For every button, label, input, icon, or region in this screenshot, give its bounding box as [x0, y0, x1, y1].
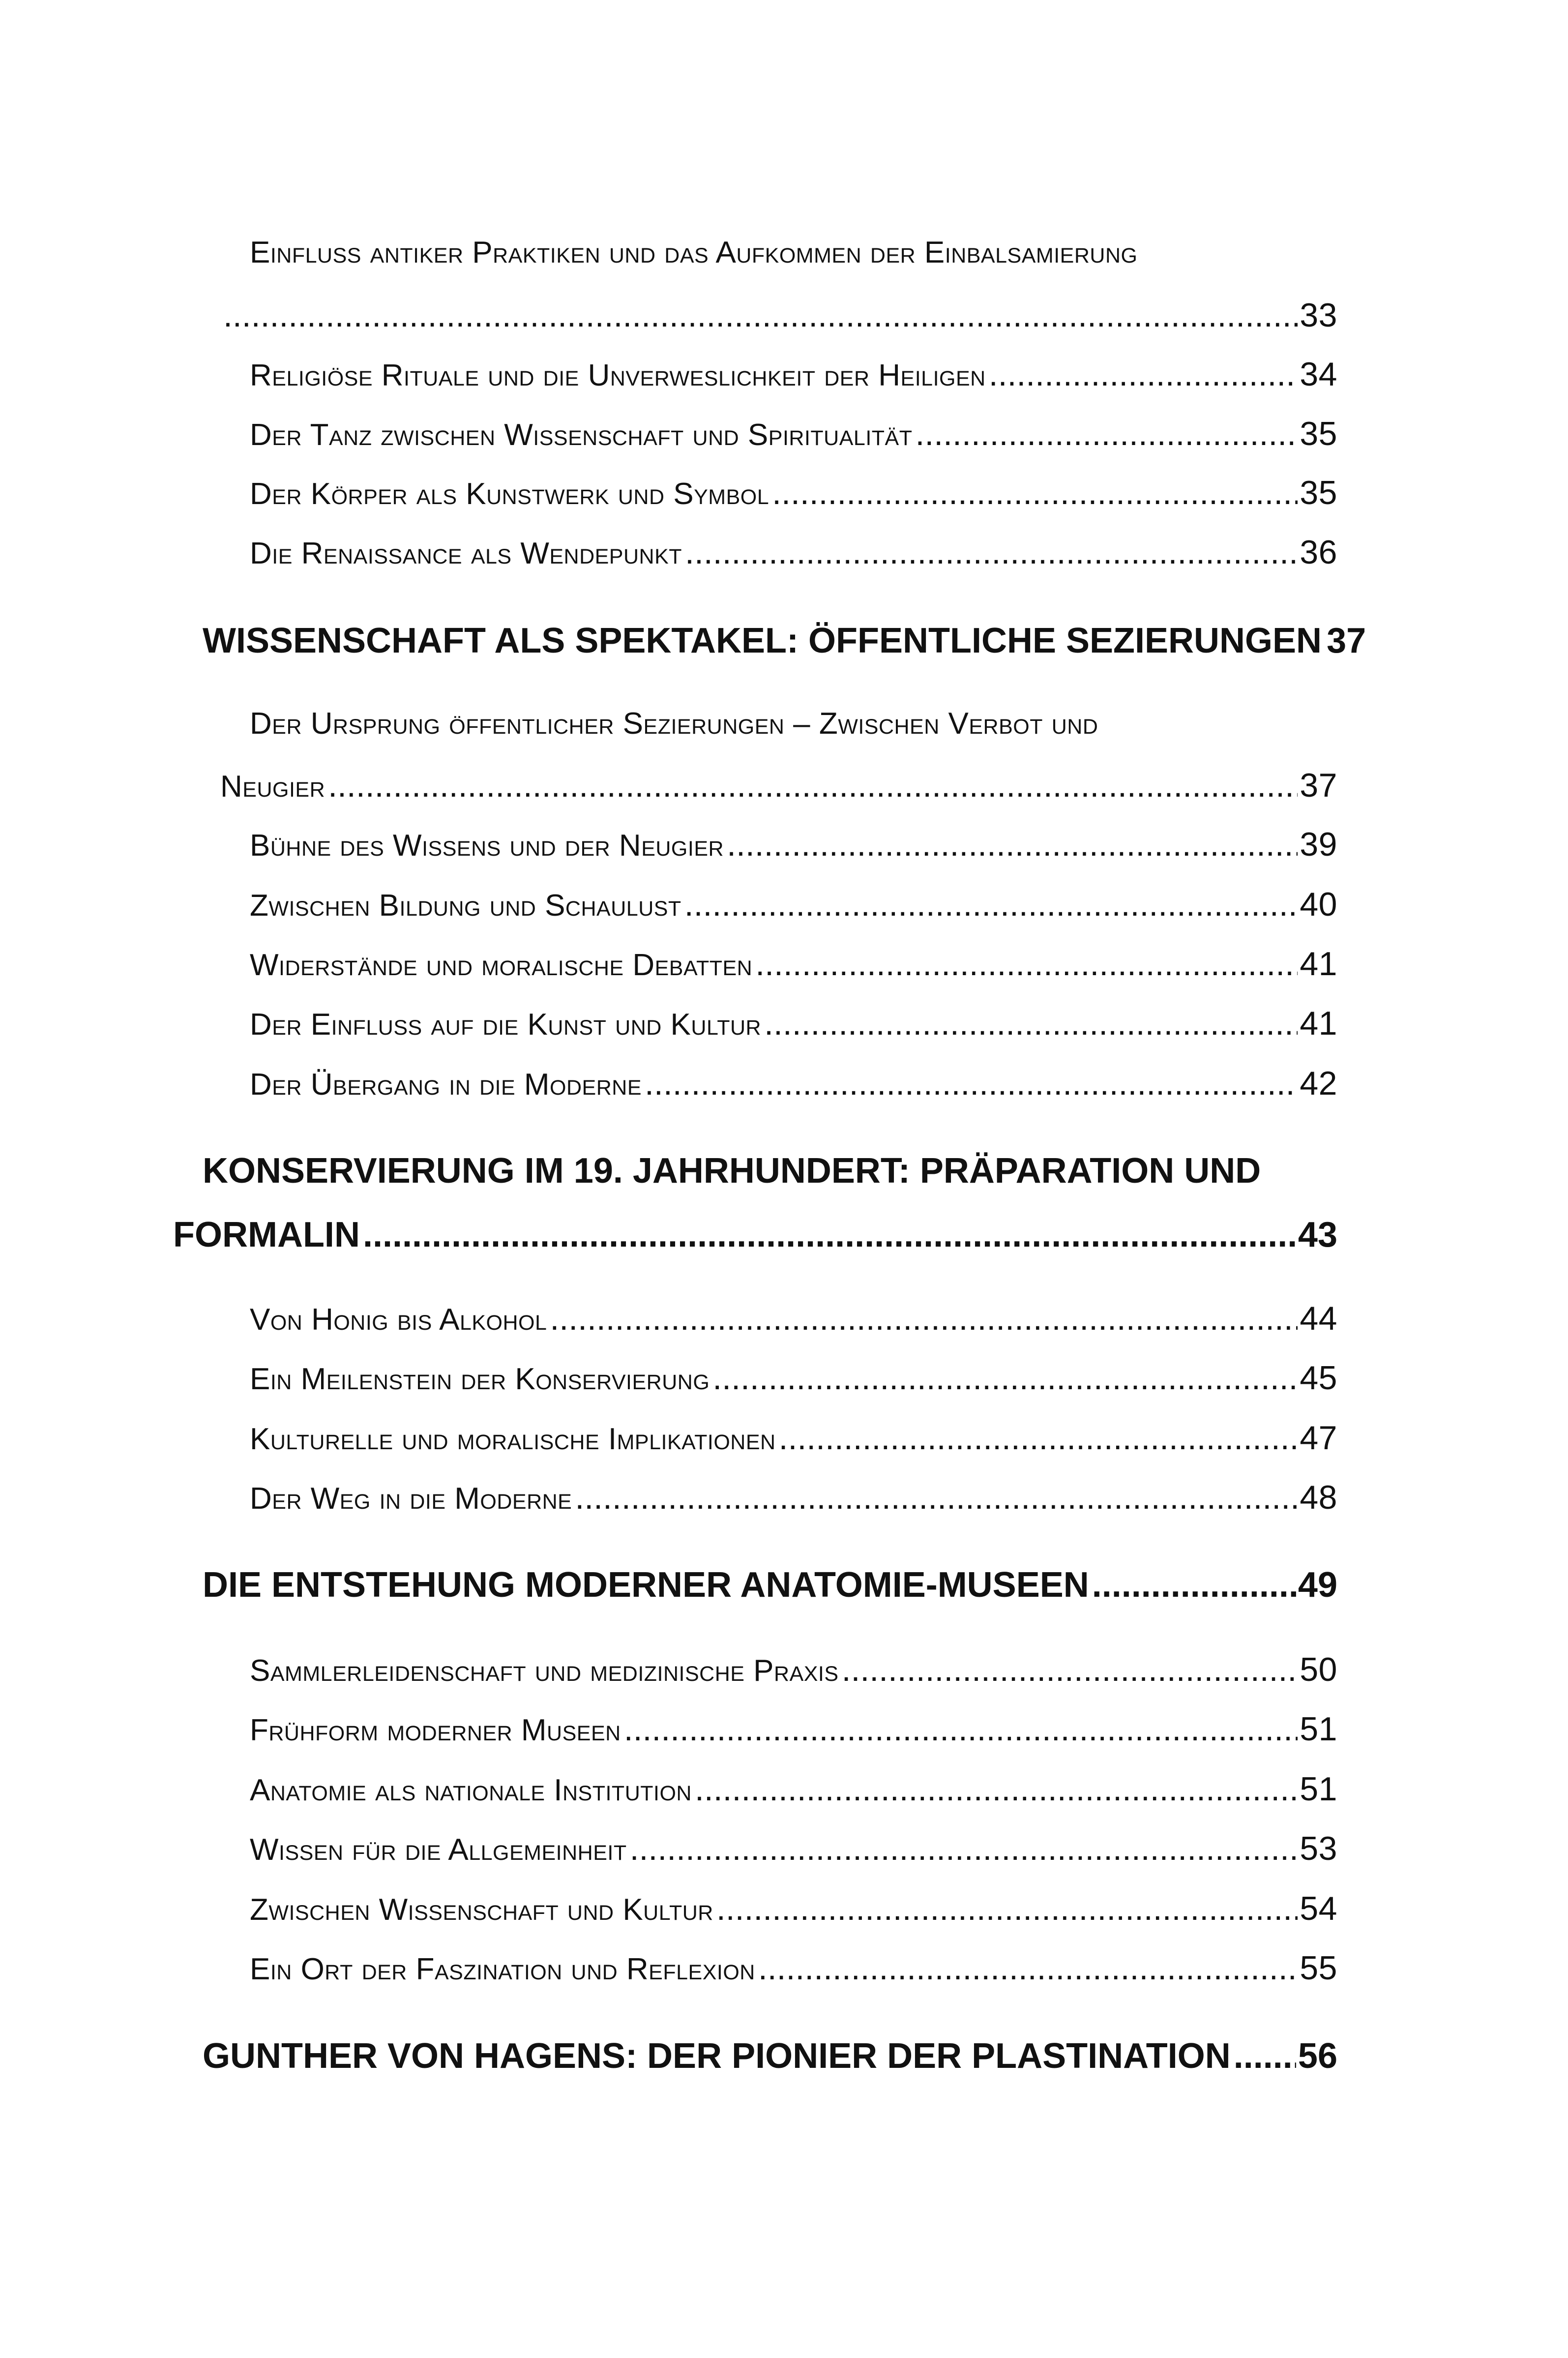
dot-leader — [716, 1889, 1298, 1928]
toc-page-number: 33 — [1300, 297, 1337, 334]
toc-entry-label: Wissen für die Allgemeinheit — [250, 1833, 627, 1867]
toc-entry[interactable] — [250, 1359, 1337, 1397]
toc-entry-label: Kulturelle und moralische Implikationen — [250, 1422, 776, 1456]
toc-entry-label: Zwischen Wissenschaft und Kultur — [250, 1893, 713, 1927]
toc-entry-label: Frühform moderner Museen — [250, 1713, 621, 1747]
toc-entry-label: Von Honig bis Alkohol — [250, 1303, 547, 1337]
dot-leader — [758, 1949, 1298, 1987]
dot-leader — [1234, 2036, 1296, 2076]
toc-entry[interactable] — [250, 1770, 1337, 1808]
toc-entry[interactable] — [250, 1478, 1337, 1517]
toc-page-number: 40 — [1300, 886, 1337, 923]
toc-entry[interactable] — [250, 885, 1337, 924]
toc-entry[interactable] — [250, 355, 1337, 393]
toc-chapter[interactable] — [203, 1565, 1337, 1605]
dot-leader — [645, 1064, 1298, 1103]
toc-entry-label: Ein Ort der Faszination und Reflexion — [250, 1952, 755, 1986]
toc-entry[interactable] — [250, 1064, 1337, 1103]
dot-leader — [630, 1829, 1298, 1868]
toc-page-number: 56 — [1298, 2036, 1337, 2076]
toc-page-number: 47 — [1300, 1419, 1337, 1457]
dot-leader — [764, 1004, 1298, 1043]
toc-entry-label: Widerstände und moralische Debatten — [250, 948, 753, 982]
toc-page-number: 41 — [1300, 1005, 1337, 1042]
toc-entry[interactable] — [250, 1419, 1337, 1457]
toc-page-number: 53 — [1300, 1830, 1337, 1867]
dot-leader — [712, 1359, 1298, 1397]
toc-entry[interactable] — [250, 415, 1337, 453]
toc-entry-label: Anatomie als nationale Institution — [250, 1773, 692, 1807]
toc-chapter-label: FORMALIN — [173, 1215, 360, 1254]
dot-leader — [915, 415, 1298, 453]
toc-entry-label: Der Weg in die Moderne — [250, 1482, 572, 1516]
toc-page-number: 39 — [1300, 826, 1337, 863]
toc-entry[interactable] — [250, 1650, 1337, 1689]
toc-entry-label: Der Einfluss auf die Kunst und Kultur — [250, 1008, 762, 1042]
toc-entry-label[interactable]: Der Ursprung öffentlicher Sezierungen – Zwischen Verbot und — [250, 707, 1098, 741]
dot-leader — [363, 1215, 1296, 1255]
toc-entry-label: Die Renaissance als Wendepunkt — [250, 537, 682, 570]
toc-chapter-label: GUNTHER VON HAGENS: DER PIONIER DER PLASTINATION — [203, 2036, 1231, 2076]
toc-chapter-label: DIE ENTSTEHUNG MODERNER ANATOMIE-MUSEEN — [203, 1565, 1089, 1605]
toc-chapter-label[interactable]: KONSERVIERUNG IM 19. JAHRHUNDERT: PRÄPARATION UND — [203, 1151, 1261, 1191]
toc-page-number: 35 — [1300, 415, 1337, 452]
toc-entry-label: Bühne des Wissens und der Neugier — [250, 829, 724, 863]
toc-page-number: 37 — [1327, 621, 1366, 660]
dot-leader — [1092, 1565, 1296, 1605]
dot-leader — [223, 296, 1298, 334]
toc-entry-label: Der Tanz zwischen Wissenschaft und Spiritualität — [250, 418, 913, 452]
toc-entry[interactable] — [250, 1004, 1337, 1043]
toc-page-number: 43 — [1298, 1215, 1337, 1254]
toc-page-number: 45 — [1300, 1359, 1337, 1397]
toc-chapter[interactable] — [203, 621, 1366, 661]
toc-page-number: 36 — [1300, 534, 1337, 571]
dot-leader — [328, 766, 1298, 805]
dot-leader — [624, 1710, 1298, 1748]
toc-entry-label: Der Übergang in die Moderne — [250, 1068, 642, 1102]
toc-chapter-label: WISSENSCHAFT ALS SPEKTAKEL: ÖFFENTLICHE SEZIERUNGEN — [203, 621, 1322, 660]
toc-entry-label[interactable]: Einfluss antiker Praktiken und das Aufkommen der Einbalsamierung — [250, 236, 1138, 269]
toc-entry-label: Neugier — [220, 770, 325, 804]
toc-page-number: 54 — [1300, 1890, 1337, 1927]
toc-page-number: 44 — [1300, 1300, 1337, 1337]
toc-entry[interactable] — [220, 296, 1337, 334]
toc-page-number: 55 — [1300, 1949, 1337, 1987]
dot-leader — [989, 355, 1298, 393]
toc-chapter[interactable] — [203, 2036, 1337, 2076]
dot-leader — [842, 1650, 1298, 1689]
toc-chapter[interactable] — [173, 1215, 1337, 1255]
toc-entry-label: Sammlerleidenschaft und medizinische Praxis — [250, 1654, 839, 1688]
toc-page-number: 51 — [1300, 1770, 1337, 1808]
toc-page-number: 48 — [1300, 1479, 1337, 1516]
toc-page-number: 41 — [1300, 945, 1337, 983]
toc-page-number: 51 — [1300, 1710, 1337, 1748]
toc-page-number: 50 — [1300, 1651, 1337, 1688]
dot-leader — [684, 885, 1298, 924]
toc-page-number: 42 — [1300, 1065, 1337, 1102]
toc-entry[interactable] — [250, 1829, 1337, 1868]
toc-page-number: 35 — [1300, 474, 1337, 511]
dot-leader — [727, 825, 1298, 864]
dot-leader — [695, 1770, 1298, 1808]
dot-leader — [550, 1299, 1298, 1338]
toc-entry[interactable] — [250, 945, 1337, 983]
dot-leader — [772, 474, 1298, 512]
toc-entry[interactable] — [250, 1710, 1337, 1748]
dot-leader — [575, 1478, 1298, 1517]
toc-entry[interactable] — [220, 766, 1337, 805]
dot-leader — [685, 533, 1298, 571]
toc-entry[interactable] — [250, 1299, 1337, 1338]
dot-leader — [779, 1419, 1298, 1457]
toc-entry-label: Ein Meilenstein der Konservierung — [250, 1362, 710, 1396]
toc-page-number: 37 — [1300, 767, 1337, 804]
dot-leader — [755, 945, 1298, 983]
toc-entry[interactable] — [250, 825, 1337, 864]
toc-entry[interactable] — [250, 1889, 1337, 1928]
toc-page-number: 49 — [1298, 1565, 1337, 1605]
toc-entry-label: Der Körper als Kunstwerk und Symbol — [250, 477, 769, 511]
toc-page-number: 34 — [1300, 356, 1337, 393]
toc-entry[interactable] — [250, 1949, 1337, 1987]
toc-entry-label: Religiöse Rituale und die Unverweslichkeit der Heiligen — [250, 358, 986, 392]
toc-entry-label: Zwischen Bildung und Schaulust — [250, 889, 681, 923]
toc-entry[interactable] — [250, 533, 1337, 571]
toc-entry[interactable] — [250, 474, 1337, 512]
